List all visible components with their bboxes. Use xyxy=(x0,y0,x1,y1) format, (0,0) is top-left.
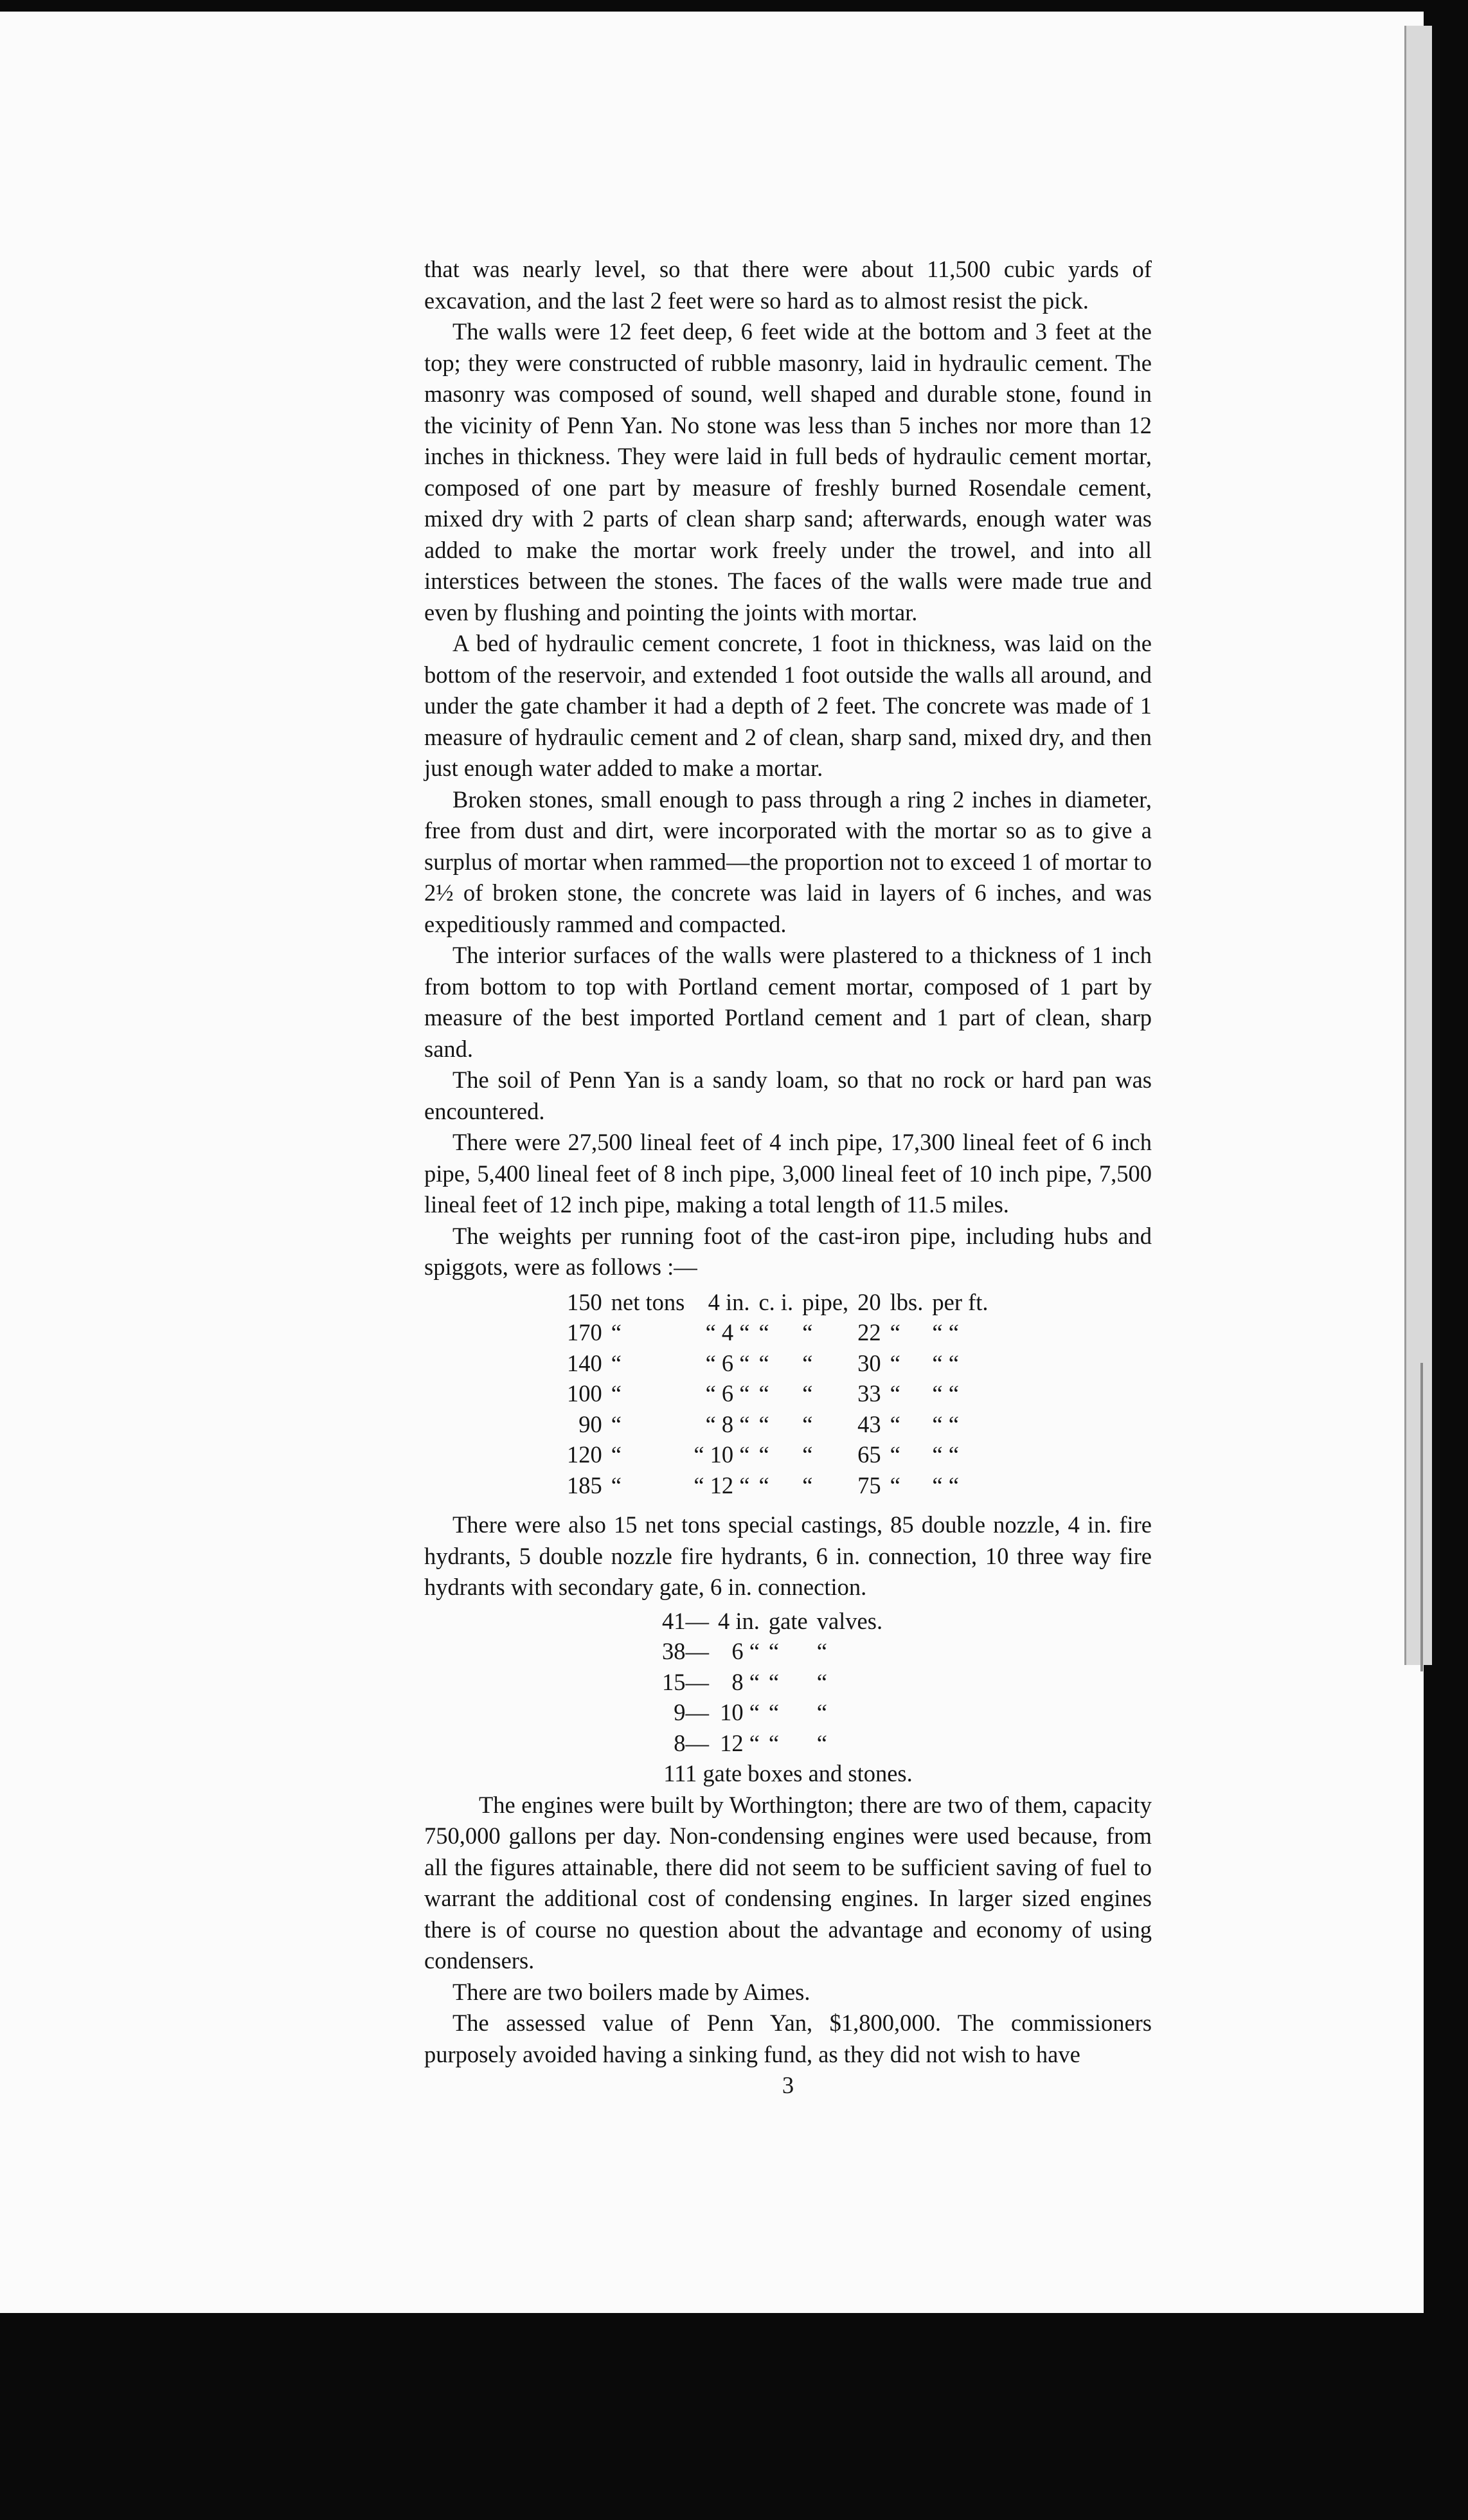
pipe-weight-row-cell: 90 xyxy=(578,1410,602,1437)
pipe-weight-row xyxy=(567,1317,998,1348)
pipe-weight-row-cell: 20 xyxy=(857,1288,881,1315)
pipe-weight-row-cell: “ xyxy=(802,1319,813,1346)
pipe-weight-row-cell: “ xyxy=(890,1349,900,1376)
pipe-weight-row xyxy=(567,1287,998,1318)
pipe-weight-row-cell: lbs. xyxy=(890,1288,924,1315)
pipe-weight-row-cell: “ xyxy=(802,1472,813,1498)
pipe-weight-row-cell: 33 xyxy=(857,1380,881,1407)
pipe-weight-row-cell: “ xyxy=(758,1441,769,1468)
pipe-weight-row-cell: “ xyxy=(890,1472,900,1498)
pipe-weight-row-cell: 120 xyxy=(567,1441,602,1468)
pipe-weight-row xyxy=(567,1470,998,1501)
pipe-weight-row-cell: “ 8 “ xyxy=(705,1410,750,1437)
pipe-weight-row xyxy=(567,1348,998,1379)
paragraph-boilers: There are two boilers made by Aimes. xyxy=(452,1978,810,2005)
pipe-weight-row-cell: “ 10 “ xyxy=(694,1441,750,1468)
paragraph-special-castings: There were also 15 net tons special castings, 85 double nozzle, 4 in. fire hydrants, 5 double nozzle fire hydrants, 6 in. connection, 10 three way fire hydrants with secondary gate, 6 in. connection. xyxy=(424,1511,1152,1600)
gate-valve-row-cell: “ xyxy=(816,1668,827,1695)
pipe-weight-row-cell: “ “ xyxy=(932,1349,959,1376)
gate-valve-row-cell: gate xyxy=(768,1607,808,1634)
text-column xyxy=(424,254,1152,2102)
gate-valve-row-cell: 8— xyxy=(674,1729,709,1756)
paragraph-broken-stones: Broken stones, small enough to pass through a ring 2 inches in diameter, free from dust and dirt, were incorporated with the mortar so as to give a surplus of mortar when rammed—the proportion not to exceed 1 of mortar to 2½ of broken stone, the concrete was laid in layers of 6 inches, and was expeditiously rammed and compacted. xyxy=(424,786,1152,937)
pipe-weight-row-cell: “ xyxy=(611,1380,622,1407)
pipe-weight-row-cell: “ xyxy=(890,1380,900,1407)
gate-valve-row-cell: 15— xyxy=(662,1668,709,1695)
pipe-weight-row-cell: 75 xyxy=(857,1472,881,1498)
gate-valve-row-cell: “ xyxy=(816,1729,827,1756)
pipe-weight-row xyxy=(567,1439,998,1470)
gate-valve-row-cell: 9— xyxy=(674,1699,709,1725)
gate-valve-row-cell: “ xyxy=(768,1699,780,1725)
paragraph-soil: The soil of Penn Yan is a sandy loam, so that no rock or hard pan was encountered. xyxy=(424,1066,1152,1124)
pipe-weight-row-cell: “ xyxy=(758,1380,769,1407)
pipe-weight-row-cell: “ xyxy=(758,1472,769,1498)
pipe-weight-row-cell: “ “ xyxy=(932,1380,959,1407)
pipe-weight-row-cell: “ xyxy=(802,1380,813,1407)
paragraph-engines: The engines were built by Worthington; there are two of them, capacity 750,000 gallons per day. Non-condensing engines were used because, from all the figures attainable, there did not seem to be sufficient saving of fuel to warrant the additional cost of condensing engines. In larger sized engines there is of course no question about the advantage and economy of using condensers. xyxy=(424,1791,1152,1974)
pipe-weight-row-cell: 170 xyxy=(567,1319,602,1346)
pipe-weight-row-cell: “ xyxy=(802,1349,813,1376)
gate-valve-row xyxy=(662,1728,891,1759)
pipe-weight-row-cell: 4 in. xyxy=(708,1288,750,1315)
gate-valve-row-cell: 6 “ xyxy=(731,1638,760,1664)
page-number: 3 xyxy=(782,2072,794,2098)
pipe-weight-row-cell: 140 xyxy=(567,1349,602,1376)
pipe-weight-row-cell: pipe, xyxy=(802,1288,849,1315)
pipe-weight-row-cell: 150 xyxy=(567,1288,602,1315)
pipe-weight-row-cell: per ft. xyxy=(932,1288,989,1315)
pipe-weight-row-cell: “ “ xyxy=(932,1410,959,1437)
gate-valve-row xyxy=(662,1667,891,1698)
gate-valve-row xyxy=(662,1697,891,1728)
pipe-weight-row xyxy=(567,1378,998,1409)
gate-valve-row-cell: 38— xyxy=(662,1638,709,1664)
paragraph-pipe-lengths: There were 27,500 lineal feet of 4 inch pipe, 17,300 lineal feet of 6 inch pipe, 5,400 lineal feet of 8 inch pipe, 3,000 lineal feet of 10 inch pipe, 7,500 lineal feet of 12 inch pipe, making a total length of 11.5 miles. xyxy=(424,1129,1152,1218)
pipe-weight-row-cell: net tons xyxy=(611,1288,685,1315)
pipe-weight-row-cell: “ xyxy=(890,1319,900,1346)
pipe-weight-row-cell: 100 xyxy=(567,1380,602,1407)
pipe-weight-row-cell: c. i. xyxy=(758,1288,794,1315)
pipe-weight-row-cell: “ xyxy=(758,1319,769,1346)
pipe-weight-row-cell: “ xyxy=(758,1410,769,1437)
pipe-weight-row-cell: “ xyxy=(758,1349,769,1376)
paragraph-assessed-value: The assessed value of Penn Yan, $1,800,000. The commissioners purposely avoided having a sinking fund, as they did not wish to have xyxy=(424,2010,1152,2067)
pipe-weight-row-cell: “ xyxy=(611,1319,622,1346)
pipe-weight-row-cell: “ 4 “ xyxy=(705,1319,750,1346)
pipe-weight-row-cell: “ xyxy=(611,1472,622,1498)
paragraph-walls: The walls were 12 feet deep, 6 feet wide at the bottom and 3 feet at the top; they were constructed of rubble masonry, laid in hydraulic cement. The masonry was composed of sound, well shaped and durable stone, found in the vicinity of Penn Yan. No stone was less than 5 inches nor more than 12 inches in thickness. They were laid in full beds of hydraulic cement mortar, composed of one part by measure of freshly burned Rosendale cement, mixed dry with 2 parts of clean sharp sand; afterwards, enough water was added to make the mortar work freely under the trowel, and into all interstices between the stones. The faces of the walls were made true and even by flushing and pointing the joints with mortar. xyxy=(424,318,1152,626)
pipe-weight-row-cell: “ xyxy=(890,1410,900,1437)
gate-valve-row-cell: 8 “ xyxy=(731,1668,760,1695)
gate-valve-row-cell: “ xyxy=(768,1729,780,1756)
pipe-weight-row-cell: “ xyxy=(611,1441,622,1468)
pipe-weight-row-cell: “ xyxy=(890,1441,900,1468)
pipe-weight-row-cell: “ 12 “ xyxy=(694,1472,750,1498)
pipe-weight-row-cell: “ 6 “ xyxy=(705,1349,750,1376)
pipe-weight-row-cell: 185 xyxy=(567,1472,602,1498)
pipe-weight-row-cell: “ “ xyxy=(932,1472,959,1498)
gate-valve-row xyxy=(662,1636,891,1667)
pipe-weight-row xyxy=(567,1409,998,1440)
gate-valves-table xyxy=(662,1606,891,1759)
pipe-weight-row-cell: “ 6 “ xyxy=(705,1380,750,1407)
pipe-weight-row-cell: “ xyxy=(802,1410,813,1437)
pipe-weight-row-cell: 30 xyxy=(857,1349,881,1376)
paragraph-concrete-bed: A bed of hydraulic cement concrete, 1 foot in thickness, was laid on the bottom of the reservoir, and extended 1 foot outside the walls all around, and under the gate chamber it had a depth of 2 feet. The concrete was made of 1 measure of hydraulic cement and 2 of clean, sharp sand, mixed dry, and then just enough water added to make a mortar. xyxy=(424,630,1152,781)
gate-boxes-line: 111 gate boxes and stones. xyxy=(663,1760,913,1787)
pipe-weight-row-cell: “ xyxy=(611,1410,622,1437)
gate-valve-row-cell: valves. xyxy=(816,1607,883,1634)
paragraph-plaster: The interior surfaces of the walls were plastered to a thickness of 1 inch from bottom to top with Portland cement mortar, composed of 1 part by measure of the best imported Portland cement and 1 part of clean, sharp sand. xyxy=(424,942,1152,1062)
gate-valve-row-cell: “ xyxy=(816,1699,827,1725)
gate-valve-row-cell: 10 “ xyxy=(720,1699,760,1725)
pipe-weight-row-cell: 22 xyxy=(857,1319,881,1346)
gate-valve-row xyxy=(662,1606,891,1637)
gate-valve-row-cell: “ xyxy=(768,1668,780,1695)
pipe-weight-row-cell: “ “ xyxy=(932,1441,959,1468)
gate-valve-row-cell: 12 “ xyxy=(720,1729,760,1756)
pipe-weight-row-cell: “ xyxy=(802,1441,813,1468)
pipe-weight-row-cell: “ “ xyxy=(932,1319,959,1346)
gate-valve-row-cell: “ xyxy=(768,1638,780,1664)
pipe-weight-row-cell: “ xyxy=(611,1349,622,1376)
pipe-weights-table xyxy=(567,1287,998,1501)
gate-valve-row-cell: 41— xyxy=(662,1607,709,1634)
gate-valve-row-cell: “ xyxy=(816,1638,827,1664)
pipe-weight-row-cell: 65 xyxy=(857,1441,881,1468)
gate-valve-row-cell: 4 in. xyxy=(718,1607,760,1634)
paragraph-pipe-weights-intro: The weights per running foot of the cast-iron pipe, including hubs and spiggots, were as follows :— xyxy=(424,1222,1152,1280)
paragraph-excavation: that was nearly level, so that there were about 11,500 cubic yards of excavation, and the last 2 feet were so hard as to almost resist the pick. xyxy=(424,256,1152,314)
pipe-weight-row-cell: 43 xyxy=(857,1410,881,1437)
page-edge-shadow xyxy=(1318,1363,1423,1671)
